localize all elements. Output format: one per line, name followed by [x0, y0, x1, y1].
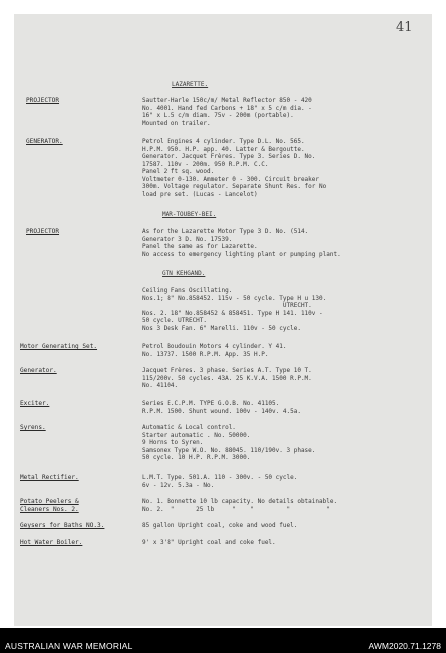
label-hot-water-boiler: Hot Water Boiler. [20, 539, 83, 546]
text-fans: Ceiling Fans Oscillating. Nos.1; 8" No.858452. 115v - 50 cycle. Type H u 130. UTRECHT. Nos. 2. 18" No.858452 & 858451. Type H 141. 110v - 50 cycle. UTRECHT. Nos 3 Desk Fan. 6" Marelli. 110v - 50 cycle. [142, 287, 327, 332]
text-projector-2: As for the Lazarette Motor Type 3 D. No. (514. Generator 3 D. No. 17539. Panel the same as for Lazarette. No access to emergency lighting plant or pumping plant. [142, 228, 341, 258]
text-exciter: Series E.C.P.M. TYPE G.O.B. No. 41105. R.P.M. 1500. Shunt wound. 100v - 140v. 4.5a. [142, 400, 301, 415]
text-geysers: 85 gallon Upright coal, coke and wood fuel. [142, 522, 298, 529]
text-motor-generating-set: Petrol Boudouin Motors 4 cylinder. Y 41. No. 13737. 1500 R.P.M. App. 35 H.P. [142, 343, 287, 358]
heading-lazarette: LAZARETTE. [172, 81, 209, 88]
label-motor-generating-set: Motor Generating Set. [20, 343, 98, 350]
text-potato-peelers: No. 1. Bonnette 10 lb capacity. No details obtainable. No. 2. " 25 lb " " " " [142, 498, 338, 513]
text-generator-1: Petrol Engines 4 cylinder. Type D.L. No. 565. H.P.M. 950. H.P. app. 40. Latter & Bergoutte. Generator. Jacquet Frères. Type 3. Series D. No. 17587. 110v - 200m. 950 R.P.M. C.C. Panel 2 ft sq. wood. Voltmeter 0-130. Ammeter 0 - 300. Circuit breaker 300m. Voltage regulator. Separate Shunt Res. for No load pre set. (Lucas - Lancelot) [142, 138, 327, 198]
label-potato-peelers: Potato Peelers & Cleaners Nos. 2. [20, 498, 79, 513]
page-number: 41 [396, 20, 413, 35]
footer-accession-number: AWM2020.71.1278 [368, 641, 441, 651]
heading-kehgand: GTN KEHGAND. [162, 270, 206, 277]
heading-mar-toubey: MAR-TOUBEY-BEI. [162, 211, 217, 218]
label-projector-1: PROJECTOR [26, 97, 60, 104]
label-generator-2: Generator. [20, 367, 57, 374]
label-syrens: Syrens. [20, 424, 46, 431]
label-exciter: Exciter. [20, 400, 50, 407]
text-hot-water-boiler: 9' x 3'8" Upright coal and coke fuel. [142, 539, 276, 546]
label-generator-1: GENERATOR. [26, 138, 63, 145]
label-projector-2: PROJECTOR [26, 228, 60, 235]
text-projector-1: Sautter-Harle 150c/m/ Metal Reflector 850 - 420 No. 4001. Hand fed Carbons + 18" x 5 c/m dia. - 16" x L.5 c/m diam. 75v - 200m (portable). Mounted on trailer. [142, 97, 312, 127]
label-geysers: Geysers for Baths NO.3. [20, 522, 105, 529]
text-syrens: Automatic & Local control. Starter automatic . No. 50000. 9 Horns to Syren. Samsonex Type W.O. No. 88045. 110/190v. 3 phase. 50 cycle. 10 H.P. R.P.M. 3000. [142, 424, 316, 461]
text-metal-rectifier: L.M.T. Type. 501.A. 110 - 300v. - 50 cycle. 6v - 12v. 5.3a - No. [142, 474, 298, 489]
text-generator-2: Jacquet Frères. 3 phase. Series A.T. Type 10 T. 115/200v. 50 cycles. 43A. 25 K.V.A. 1500 R.P.M. No. 41104. [142, 367, 312, 389]
label-metal-rectifier: Metal Rectifier. [20, 474, 79, 481]
footer-institution: AUSTRALIAN WAR MEMORIAL [5, 641, 133, 651]
